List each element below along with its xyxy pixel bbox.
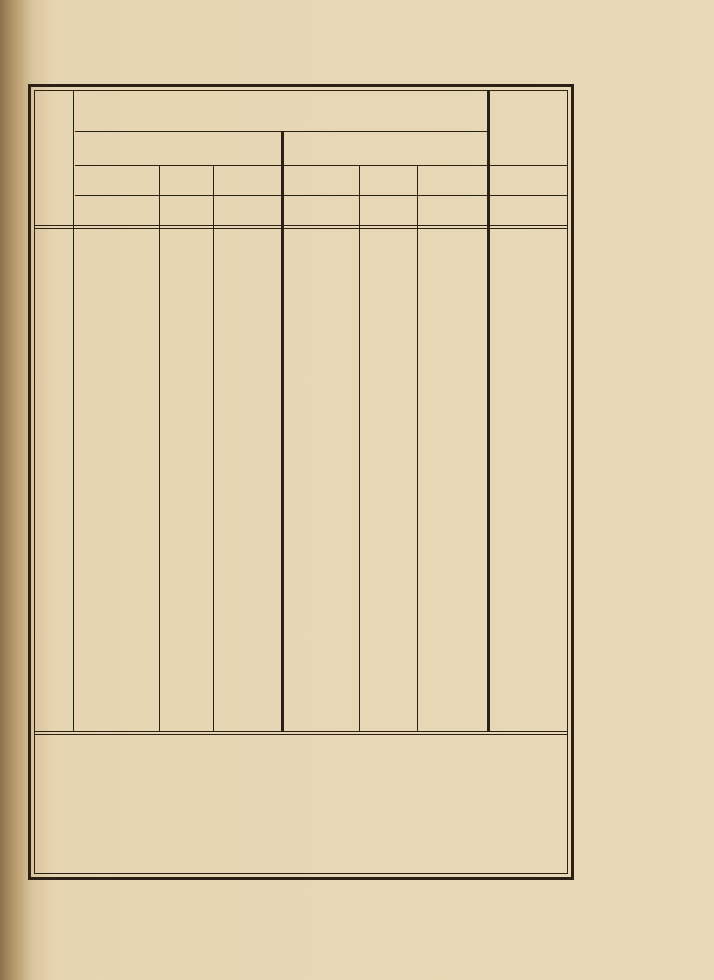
rule bbox=[213, 165, 214, 731]
tropicos-column bbox=[481, 781, 501, 789]
rule bbox=[75, 195, 567, 196]
apsides-column bbox=[49, 781, 85, 789]
limites-column bbox=[293, 781, 323, 789]
rule bbox=[417, 165, 418, 731]
rule bbox=[359, 165, 360, 731]
rule bbox=[159, 165, 160, 731]
book-page bbox=[14, 0, 714, 980]
nodos-column bbox=[175, 781, 201, 789]
book-spine bbox=[0, 0, 14, 980]
table-inner bbox=[34, 90, 568, 874]
rule bbox=[35, 731, 567, 735]
rule bbox=[281, 131, 284, 731]
rule bbox=[73, 91, 74, 731]
equador-column bbox=[397, 781, 411, 789]
ephemeris-table bbox=[28, 84, 574, 880]
rule bbox=[75, 165, 567, 166]
page-header bbox=[34, 50, 594, 80]
rule bbox=[487, 91, 490, 731]
